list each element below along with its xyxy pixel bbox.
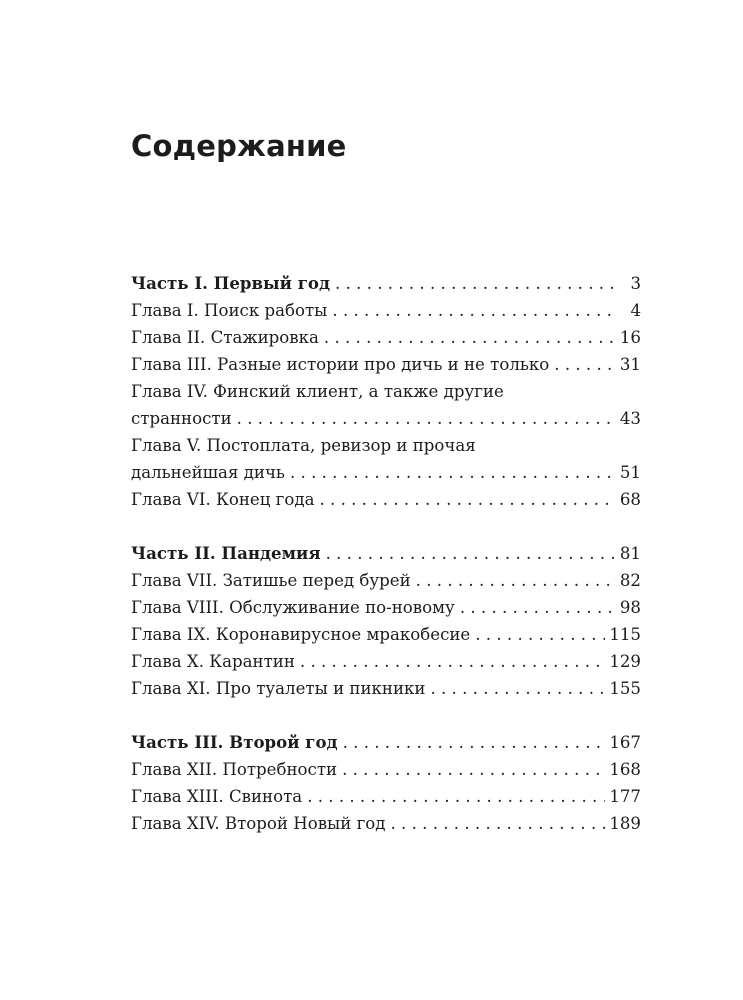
chapter-title: Глава XII. Потребности [131,760,338,779]
dot-leader [232,405,615,432]
chapter-entry[interactable] [131,405,641,432]
page-number: 43 [619,409,641,428]
part-heading-entry[interactable] [131,540,641,567]
part-heading-entry[interactable] [131,270,641,297]
dot-leader [549,351,615,378]
chapter-title: странности [131,409,232,428]
chapter-title: Глава XI. Про туалеты и пикники [131,679,426,698]
chapter-entry[interactable] [131,297,641,324]
page-title: Содержание [131,129,347,163]
chapter-title: Глава VI. Конец года [131,490,315,509]
dot-leader [425,675,605,702]
page-number: 3 [630,274,641,293]
part-heading-entry[interactable] [131,729,641,756]
part-heading-title: Часть II. Пандемия [131,543,321,563]
page-number: 129 [609,652,641,671]
chapter-title-first-line: Глава V. Постоплата, ревизор и прочая [131,436,476,455]
chapter-entry[interactable] [131,351,641,378]
dot-leader [455,594,615,621]
chapter-entry[interactable] [131,756,641,783]
chapter-entry[interactable] [131,810,641,837]
chapter-entry[interactable] [131,324,641,351]
table-of-contents [131,270,641,864]
dot-leader [302,783,605,810]
dot-leader [330,270,615,297]
dot-leader [314,486,615,513]
dot-leader [470,621,605,648]
chapter-title: дальнейшая дичь [131,463,285,482]
dot-leader [327,297,615,324]
chapter-title: Глава III. Разные истории про дичь и не только [131,355,550,374]
dot-leader [319,324,615,351]
chapter-title: Глава VII. Затишье перед бурей [131,571,411,590]
page-number: 4 [630,301,641,320]
chapter-title: Глава I. Поиск работы [131,301,328,320]
dot-leader [337,756,605,783]
dot-leader [321,540,615,567]
dot-leader [295,648,605,675]
page-number: 82 [619,571,641,590]
toc-part [131,729,641,837]
dot-leader [386,810,606,837]
chapter-title: Глава XIV. Второй Новый год [131,814,386,833]
chapter-entry[interactable] [131,648,641,675]
chapter-title: Глава VIII. Обслуживание по-новому [131,598,455,617]
chapter-title: Глава IX. Коронавирусное мракобесие [131,625,471,644]
chapter-entry[interactable] [131,567,641,594]
page-number: 81 [619,544,641,563]
chapter-entry[interactable] [131,594,641,621]
page-number: 155 [609,679,641,698]
page-number: 168 [609,760,641,779]
toc-part [131,540,641,702]
chapter-entry[interactable] [131,783,641,810]
part-heading-title: Часть III. Второй год [131,732,338,752]
page-number: 177 [609,787,641,806]
part-heading-title: Часть I. Первый год [131,273,331,293]
page-number: 115 [609,625,641,644]
page-number: 31 [619,355,641,374]
chapter-title: Глава II. Стажировка [131,328,319,347]
page-number: 189 [609,814,641,833]
chapter-entry[interactable] [131,675,641,702]
page-number: 16 [619,328,641,347]
dot-leader [285,459,615,486]
chapter-title: Глава X. Карантин [131,652,295,671]
toc-part [131,270,641,513]
chapter-entry[interactable] [131,459,641,486]
page-number: 167 [609,733,641,752]
chapter-title: Глава XIII. Свинота [131,787,303,806]
chapter-entry[interactable] [131,486,641,513]
chapter-title-first-line: Глава IV. Финский клиент, а также другие [131,382,504,401]
dot-leader [338,729,606,756]
chapter-entry[interactable] [131,621,641,648]
page-number: 68 [619,490,641,509]
page-number: 98 [619,598,641,617]
dot-leader [411,567,615,594]
page-number: 51 [619,463,641,482]
